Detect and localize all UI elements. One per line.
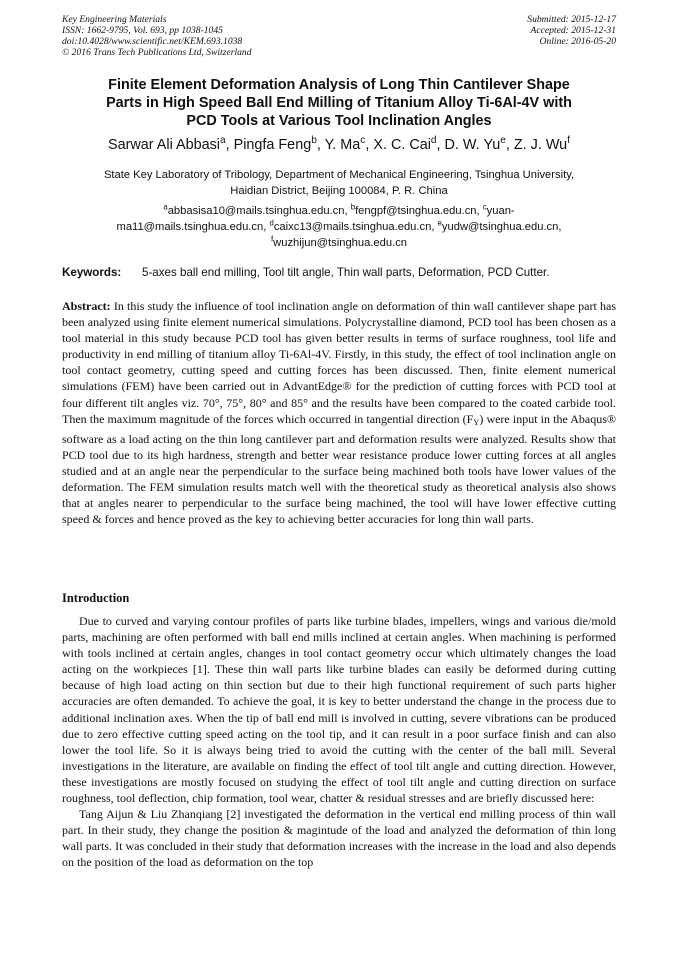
introduction-body	[62, 613, 616, 871]
email-sup: c	[482, 202, 487, 212]
journal-name: Key Engineering Materials	[62, 14, 167, 25]
author-name: D. W. Yu	[444, 137, 501, 153]
author-name: Z. J. Wu	[513, 137, 568, 153]
title-line-3: PCD Tools at Various Tool Inclination Angles	[186, 113, 492, 129]
author-sup: a	[219, 135, 226, 147]
email-a[interactable]: abbasisa10@mails.tsinghua.edu.cn,	[167, 205, 348, 217]
affiliation-line-1: State Key Laboratory of Tribology, Department of Mechanical Engineering, Tsinghua University,	[103, 169, 575, 181]
keywords	[62, 265, 622, 281]
keywords-text: 5-axes ball end milling, Tool tilt angle, Thin wall parts, Deformation, PCD Cutter.	[142, 266, 550, 279]
email-sup: e	[437, 218, 442, 228]
email-c-part2[interactable]: ma11@mails.tsinghua.edu.cn,	[116, 221, 267, 233]
submitted-date: Submitted: 2015-12-17	[527, 14, 616, 25]
email-c-part1[interactable]: yuan-	[486, 205, 515, 217]
email-e[interactable]: yudw@tsinghua.edu.cn,	[441, 221, 562, 233]
email-line-2	[62, 219, 616, 235]
email-line-3	[62, 235, 616, 251]
email-sup: d	[269, 218, 274, 228]
author-sup: d	[430, 135, 437, 147]
author-name: Y. Ma	[324, 137, 361, 153]
introduction-paragraph: Tang Aijun & Liu Zhanqiang [2] investigated the deformation in the vertical end milling process of thin wall part. In their study, they change the position & magintude of the load and analyzed the deformation of thin long wall parts. It was concluded in their study that deformation increases with the increase in the load and also depends on the position of the load as deformation on the top	[62, 807, 616, 870]
email-sup: f	[270, 234, 274, 244]
email-f[interactable]: wuzhijun@tsinghua.edu.cn	[273, 237, 408, 249]
email-sup: b	[350, 202, 356, 212]
author-sup: c	[360, 135, 366, 147]
email-d[interactable]: caixc13@mails.tsinghua.edu.cn,	[273, 221, 435, 233]
journal-issn: ISSN: 1662-9795, Vol. 693, pp 1038-1045	[62, 25, 223, 36]
paper-title	[62, 76, 616, 130]
email-b[interactable]: fengpf@tsinghua.edu.cn,	[355, 205, 480, 217]
author-sup: f	[567, 135, 570, 147]
online-date: Online: 2016-05-20	[539, 36, 616, 47]
accepted-date: Accepted: 2015-12-31	[530, 25, 616, 36]
abstract-subscript: Y	[473, 417, 480, 427]
email-line-1	[62, 203, 616, 219]
introduction-heading: Introduction	[62, 591, 130, 605]
author-name: Sarwar Ali Abbasi	[108, 137, 220, 153]
author-sup: b	[311, 135, 317, 147]
abstract-text-cont: ) were input in the Abaqus® software as a load acting on the thin long cantilever part and deformation results were analyzed. Results show that PCD tool due to its high hardness, strength and better wear resistance produce lower cutting forces at all angles studied and at an angle near the perpendicular to the surface being machined both tools have lower values of the deformation. The FEM simulation results match well with the theoretical study as theoretical analysis also shows that at angles nearer to perpendicular to the surface being machined, the tool will have lower effective cutting speed & forces and hence proved as the key to achieving better accuracies for long thin wall parts.	[62, 411, 616, 527]
keywords-label: Keywords:	[62, 266, 122, 279]
author-sup: e	[500, 135, 506, 147]
author-list: Sarwar Ali Abbasi$^a$, Pingfa Feng$^b$, Y. Ma$^c$, X. C. Cai$^d$, D. W. Yu$^e$, Z. J. Wu$^f$	[108, 135, 570, 153]
journal-header-right	[527, 14, 616, 47]
author-name: X. C. Cai	[373, 137, 431, 153]
affiliation	[62, 167, 616, 199]
abstract-text: In this study the influence of tool inclination angle on deformation of thin wall cantilever shape part has been analyzed using finite element numerical simulations. Polycrystalline diamond, PCD tool has been chosen as a tool material in this study because PCD tool has given better results in terms of surface roughness, tool life and productivity in end milling of titanium alloy Ti-6Al-4V. Firstly, in this study, the effect of tool inclination angle on tool contact geometry, cutting speed and cutting forces has been discussed. Then, finite element numerical simulations (FEM) have been carried out in AdvantEdge® for the prediction of cutting forces with PCD tool at four different tilt angles viz. 70°, 75°, 80° and 85° and the results have been compared to the coated carbide tool. Then the maximum magnitude of the forces which occurred in tangential direction (F	[62, 299, 616, 426]
author-emails	[62, 203, 616, 251]
abstract-label: Abstract:	[62, 299, 111, 313]
journal-header-left	[62, 14, 252, 58]
title-line-1: Finite Element Deformation Analysis of Long Thin Cantilever Shape	[108, 77, 570, 93]
email-sup: a	[163, 202, 168, 212]
journal-doi: doi:10.4028/www.scientific.net/KEM.693.1038	[62, 36, 243, 47]
journal-copyright: © 2016 Trans Tech Publications Ltd, Switzerland	[62, 47, 252, 58]
introduction-paragraph: Due to curved and varying contour profiles of parts like turbine blades, impellers, wings and various die/mold parts, machining are often performed with ball end mills inclined at certain angles. When machining is performed with tools inclined at certain angles, changes in tool contact geometry occur which ultimately changes the load acting on the workpieces [1]. These thin wall parts like turbine blades can easily be deformed during cutting because of high load acting on thin section but due to their high functional requirement of such parts higher accuracies are often demanded. To achieve the goal, it is key to better understand the change in the process due to additional inclination axes. When the tip of ball end mill is involved in cutting, severe vibrations can be produced due to zero effective cutting speed acting on the tool tip, and it can result in a poor surface finish and can also lower the tool life. So it is always being tried to avoid the cutting with the center of the ball mill. Several investigations in the literature, are available on finding the effect of tool tilt angle and cutting direction. However, these investigations are mostly focused on studying the effect of tool tilt angle and cutting direction on surface roughness, tool deflection, chip formation, tool wear, chatter & residual stresses and are briefly discussed here:	[62, 614, 616, 806]
title-line-2: Parts in High Speed Ball End Milling of Titanium Alloy Ti-6Al-4V with	[106, 95, 572, 111]
abstract	[62, 298, 616, 527]
affiliation-line-2: Haidian District, Beijing 100084, P. R. China	[230, 185, 448, 197]
author-name: Pingfa Feng	[233, 137, 312, 153]
